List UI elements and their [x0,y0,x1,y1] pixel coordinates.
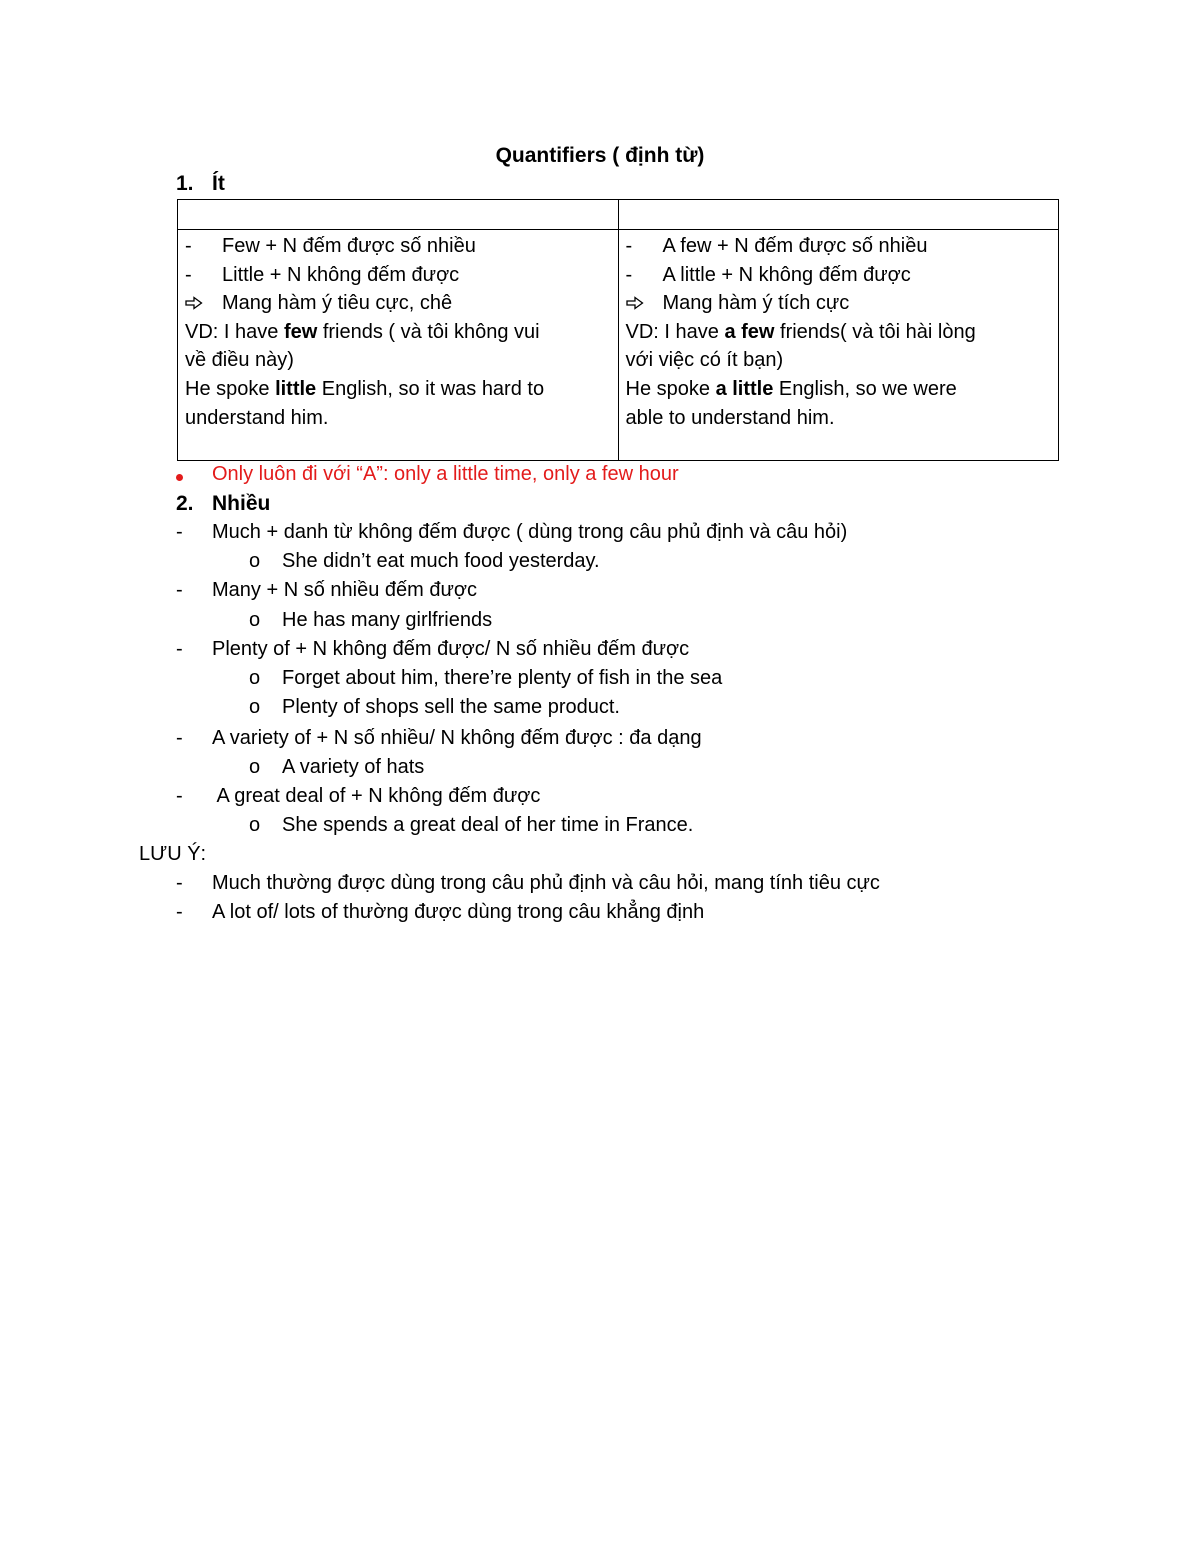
section-1-label: Ít [212,172,225,195]
section-2-label: Nhiều [212,492,271,515]
table-cell-few-little: - Few + N đếm được số nhiều - Little + N không đếm được Mang hàm ý tiêu cực, chê VD: I have few friends ( và tôi không vui về điều này) He spoke little English, so it was hard to understand him. [178,230,619,461]
section-2-number: 2. [176,492,194,515]
table-header-cell-left [178,200,619,230]
section-1-heading [176,172,225,196]
page-title: Quantifiers ( định từ) [495,144,705,167]
section-1-number: 1. [176,172,194,195]
list-item: - Few + N đếm được số nhiều [185,235,476,257]
table-body-row [178,230,1059,461]
table-header-cell-right [618,200,1059,230]
bullet-icon [176,474,183,481]
list-item: - Little + N không đếm được [185,263,460,286]
document-page: Quantifiers ( định từ) 1. Ít - Few + N đếm được số nhiều - Little + N không đếm được Mang hàm ý tiêu cực, chê VD: I have few friends ( và tôi không vui về điều này) He spoke little English, so it was hard to understand him. - A few + N đếm được số nhiều - A little + N không đếm được Mang hàm ý tích cực VD: I have a few friends( và tôi hài lòng với việc có ít bạn) He spoke a little English, so we were able to understand him. Only luôn đi với “A”: only a little time, only a few hour 2. Nhiều - Much + danh từ không đếm được ( dùng trong câu phủ định và câu hỏi) o She didn’t eat much food yesterday. - Many + N số nhiều đếm được o He has many girlfriends - Plenty of + N không đếm được/ N số nhiều đếm được o Forget about him, there’re plenty of fish in the sea o Plenty of shops sell the same product. - A variety of + N số nhiều/ N không đếm được : đa dạng o A variety of hats - A great deal of + N không đếm được o She spends a great deal of her time in France. LƯU Ý: - Much thường được dùng trong câu phủ định và câu hỏi, mang tính tiêu cực - A lot of/ lots of thường được dùng trong câu khẳng định [0,0,1200,1553]
list-item: - A few + N đếm được số nhiều [625,235,928,257]
arrow-right-icon [626,289,656,318]
arrow-right-icon [185,289,215,318]
table-header-row [178,200,1059,230]
arrow-item: Mang hàm ý tiêu cực, chê [222,289,608,318]
list-item: - A little + N không đếm được [625,263,911,286]
note-label: LƯU Ý: [139,843,207,865]
few-little-table [177,199,1059,461]
section-2-heading [176,492,270,516]
table-cell-a-few-a-little: - A few + N đếm được số nhiều - A little + N không đếm được Mang hàm ý tích cực VD: I have a few friends( và tôi hài lòng với việc có ít bạn) He spoke a little English, so we were able to understand him. [618,230,1059,461]
only-note: Only luôn đi với “A”: only a little time, only a few hour [0,463,1200,491]
arrow-item: Mang hàm ý tích cực [663,289,1049,318]
